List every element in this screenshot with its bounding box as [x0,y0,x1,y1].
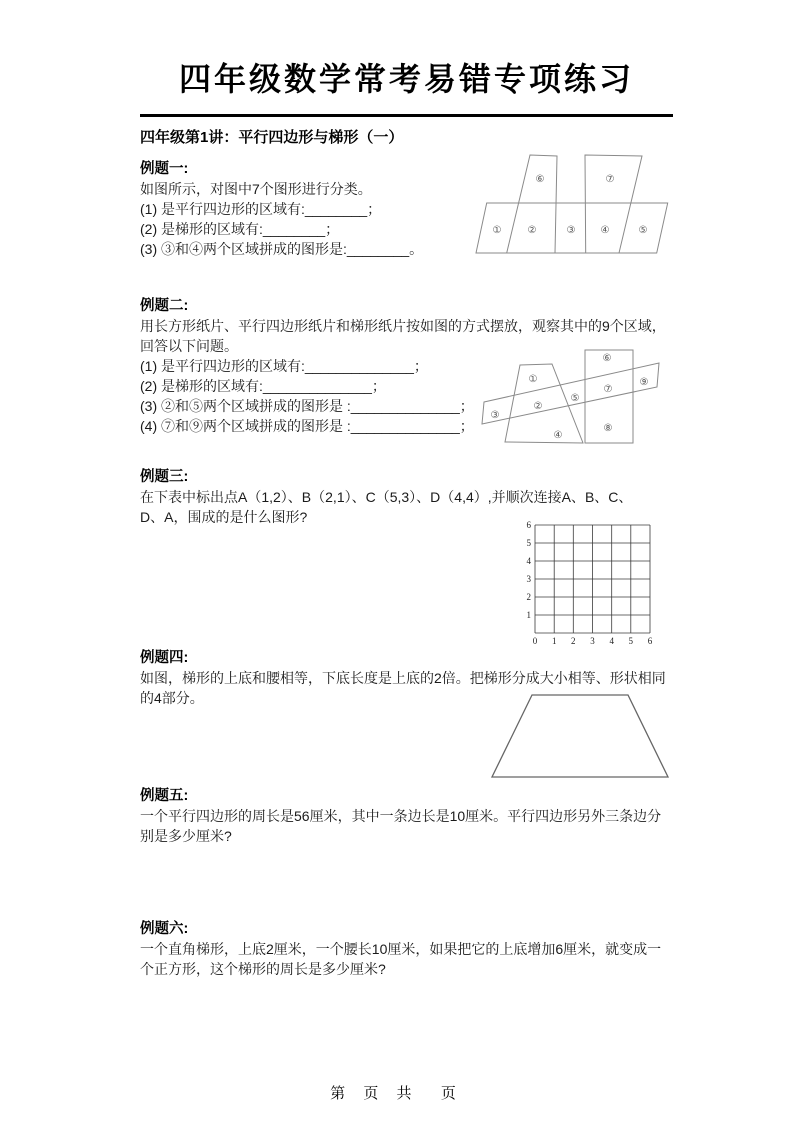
region-label: ② [533,401,543,412]
problem-line: (2) 是梯形的区域有:______________； [140,378,386,394]
problem-6 [140,919,680,979]
problem-line: 一个平行四边形的周长是56厘米，其中一条边长是10厘米。平行四边形另外三条边分 [140,808,662,824]
problem-5-heading: 例题五: [140,788,189,804]
problem-line: 个正方形，这个梯形的周长是多少厘米? [140,961,386,977]
problem-2-heading: 例题二: [140,298,189,314]
region-label: ① [492,225,502,236]
x-tick: 4 [609,636,614,646]
problem-line: (1) 是平行四边形的区域有:________； [140,201,382,217]
x-tick: 2 [571,636,576,646]
region-label: ④ [600,225,610,236]
problem-6-heading: 例题六: [140,921,189,937]
figure-nine-regions [476,346,664,450]
region-label: ⑦ [605,174,615,185]
lesson-subtitle: 四年级第1讲：平行四边形与梯形（一） [140,129,404,146]
figure-seven-regions [472,150,676,256]
x-tick: 6 [647,636,653,646]
region-label: ⑥ [602,353,612,364]
problem-3-heading: 例题三: [140,469,189,485]
problem-line: 一个直角梯形，上底2厘米，一个腰长10厘米，如果把它的上底增加6厘米，就变成一 [140,941,662,957]
region-label: ⑨ [639,377,649,388]
region-label: ① [528,374,538,385]
problem-4-heading: 例题四: [140,650,189,666]
trapezoid-shape [492,695,668,777]
region-label: ③ [566,225,576,236]
problem-1-heading: 例题一: [140,161,189,177]
x-tick: 0 [532,636,538,646]
trapezoid-figure [485,690,677,782]
problem-line: 别是多少厘米? [140,828,232,844]
region-label: ④ [553,430,563,441]
problem-line: D、A，围成的是什么图形? [140,509,308,525]
problem-line: 用长方形纸片、平行四边形纸片和梯形纸片按如图的方式摆放，观察其中的9个区域， [140,318,666,334]
problem-line: (2) 是梯形的区域有:________； [140,221,340,237]
problem-line: (3) ③和④两个区域拼成的图形是:________。 [140,241,424,257]
coordinate-grid [515,515,663,649]
problem-line: 如图，梯形的上底和腰相等，下底长度是上底的2倍。把梯形分成大小相等、形状相同 [140,670,666,686]
region-label: ② [527,225,537,236]
problem-line: (3) ②和⑤两个区域拼成的图形是 :______________； [140,398,474,414]
quad-region7-shape [585,155,642,253]
y-tick: 2 [526,592,531,602]
problem-5 [140,786,680,846]
problem-line: 在下表中标出点A（1,2）、B（2,1）、C（5,3）、D（4,4）,并顺次连接A、B、C、 [140,489,633,505]
y-tick: 6 [526,520,531,530]
region-label: ⑤ [570,393,580,404]
quad-region6-shape [507,155,557,253]
x-tick: 5 [628,636,634,646]
region-label: ⑧ [603,423,613,434]
title-divider [140,114,673,117]
y-tick: 5 [526,538,531,548]
x-tick: 3 [590,636,595,646]
problem-line: 的4部分。 [140,690,204,706]
problem-line: (4) ⑦和⑨两个区域拼成的图形是 :______________； [140,418,474,434]
region-label: ⑦ [603,384,613,395]
region-label: ⑤ [638,225,648,236]
region-label: ③ [490,410,500,421]
page-title: 四年级数学常考易错专项练习 [178,61,634,97]
y-tick: 1 [526,610,531,620]
y-tick: 3 [526,574,531,584]
problem-line: 如图所示，对图中7个图形进行分类。 [140,181,372,197]
x-tick: 1 [551,636,557,646]
region-label: ⑥ [535,174,545,185]
problem-line: (1) 是平行四边形的区域有:______________； [140,358,428,374]
problem-line: 回答以下问题。 [140,338,238,354]
y-tick: 4 [526,556,531,566]
page-footer: 第 页 共 页 [330,1085,463,1102]
